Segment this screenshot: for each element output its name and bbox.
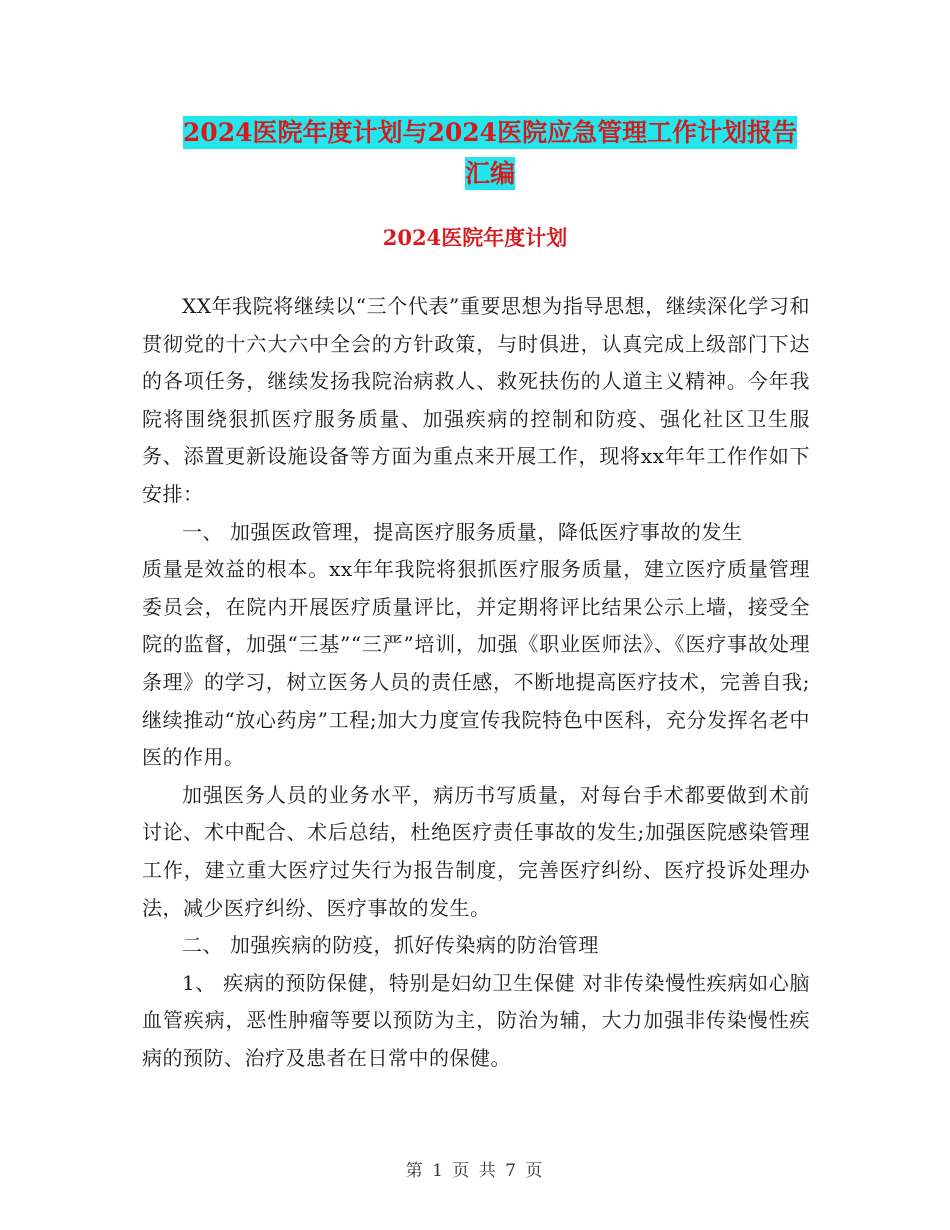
page-number-footer: 第 1 页 共 7 页 — [405, 1161, 545, 1181]
document-title-line-2: 汇编 — [464, 159, 515, 188]
paragraph: 一、 加强医政管理，提高医疗服务质量，降低医疗事故的发生 — [182, 519, 743, 544]
paragraph: 质量是效益的根本。xx年年我院将狠抓医疗服务质量，建立医疗质量管理委员会，在院内开展医疗质量评比，并定期将评比结果公示上墙，接受全院的监督，加强“三基”“三严”培训，加强《职业医师法》、《医疗事故处理条理》的学习，树立医务人员的责任感，不断地提高医疗技术，完善自我;继续推动“放心药房”工程;加大力度宣传我院特色中医科，充分发挥名老中医的作用。 — [142, 557, 810, 770]
document-title-line-1: 2024医院年度计划与2024医院应急管理工作计划报告 — [182, 118, 798, 147]
paragraph: 二、 加强疾病的防疫，抓好传染病的防治管理 — [182, 933, 599, 958]
paragraph: 加强医务人员的业务水平，病历书写质量，对每台手术都要做到术前讨论、术中配合、术后总结，杜绝医疗责任事故的发生;加强医院感染管理工作，建立重大医疗过失行为报告制度，完善医疗纠纷、医疗投诉处理办法，减少医疗纠纷、医疗事故的发生。 — [142, 782, 810, 920]
document-body — [142, 288, 810, 1077]
paragraph: XX年我院将继续以“三个代表”重要思想为指导思想，继续深化学习和贯彻党的十六大六中全会的方针政策，与时俱进，认真完成上级部门下达的各项任务，继续发扬我院治病救人、救死扶伤的人道主义精神。今年我院将围绕狠抓医疗服务质量、加强疾病的控制和防疫、强化社区卫生服务、添置更新设施设备等方面为重点来开展工作，现将xx年年工作作如下安排： — [142, 294, 810, 506]
document-title — [140, 112, 840, 194]
section-title: 2024医院年度计划 — [382, 225, 568, 250]
paragraph: 1、 疾病的预防保健，特别是妇幼卫生保健 对非传染慢性疾病如心脑血管疾病，恶性肿瘤等要以预防为主，防治为辅，大力加强非传染慢性疾病的预防、治疗及患者在日常中的保健。 — [142, 970, 810, 1070]
